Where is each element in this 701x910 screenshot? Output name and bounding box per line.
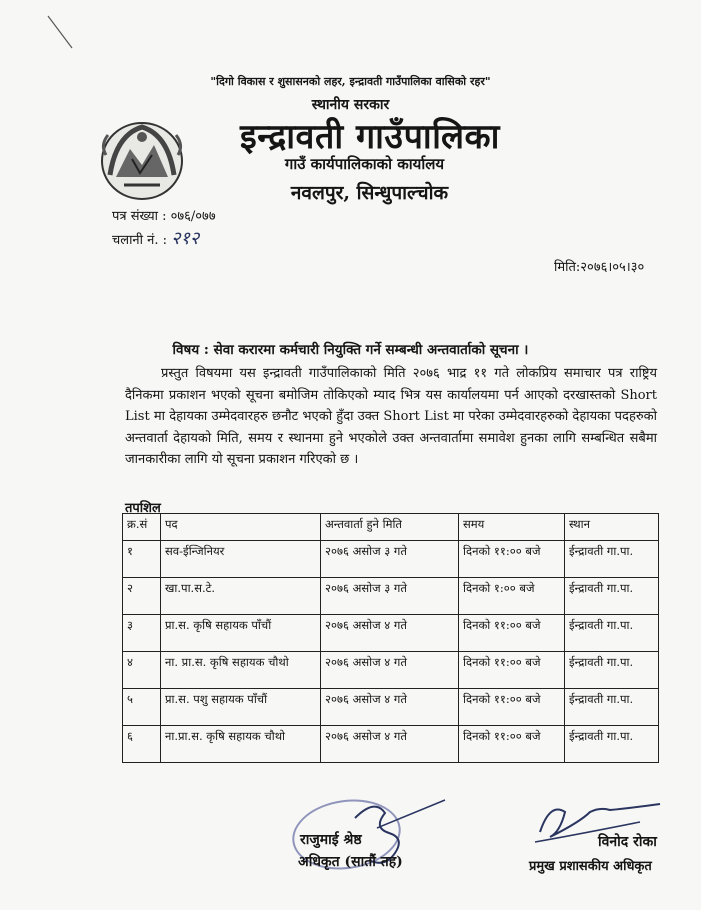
cell-sn: १	[123, 541, 161, 578]
slogan: "दिगो विकास र शुसासनको लहर, इन्द्रावती गाउँपालिका वासिको रहर"	[210, 75, 491, 88]
cell-time: दिनको १:०० बजे	[459, 578, 565, 615]
local-government-label: स्थानीय सरकार	[311, 97, 390, 113]
cell-place: ईन्द्रावती गा.पा.	[565, 689, 659, 726]
cell-time: दिनको ११:०० बजे	[459, 689, 565, 726]
cell-post: ना. प्रा.स. कृषि सहायक चौथो	[161, 652, 321, 689]
cell-date: २०७६ असोज ४ गते	[321, 726, 459, 763]
column-header-sn: क्र.सं	[123, 514, 161, 541]
cell-sn: ५	[123, 689, 161, 726]
cell-date: २०७६ असोज ३ गते	[321, 541, 459, 578]
table-row	[123, 541, 659, 578]
left-signer-title: अधिकृत (सातौं तह)	[298, 854, 403, 870]
right-signer-title: प्रमुख प्रशासकीय अधिकृत	[529, 859, 652, 874]
table-row	[123, 689, 659, 726]
chalani-line	[112, 226, 199, 250]
table-row	[123, 726, 659, 763]
column-header-time: समय	[459, 514, 565, 541]
cell-date: २०७६ असोज ३ गते	[321, 578, 459, 615]
office-name: गाउँ कार्यपालिकाको कार्यालय	[284, 155, 445, 173]
cell-place: ईन्द्रावती गा.पा.	[565, 578, 659, 615]
right-signer-name: विनोद रोका	[598, 834, 657, 850]
cell-sn: ३	[123, 615, 161, 652]
interview-schedule-table	[122, 513, 658, 763]
cell-date: २०७६ असोज ४ गते	[321, 652, 459, 689]
subject-line: विषय : सेवा करारमा कर्मचारी नियुक्ति गर्ने सम्बन्धी अन्तवार्ताको सूचना ।	[172, 342, 529, 358]
left-signer-name: राजुमाई श्रेष्ठ	[300, 832, 362, 848]
cell-post: सव-ईन्जिनियर	[161, 541, 321, 578]
chalani-number: २१२	[171, 228, 200, 249]
cell-post: प्रा.स. पशु सहायक पाँचौं	[161, 689, 321, 726]
pen-mark-icon	[46, 14, 76, 52]
cell-post: प्रा.स. कृषि सहायक पाँचौं	[161, 615, 321, 652]
column-header-date: अन्तवार्ता हुने मिति	[321, 514, 459, 541]
column-header-place: स्थान	[565, 514, 659, 541]
table-row	[123, 615, 659, 652]
cell-time: दिनको ११:०० बजे	[459, 652, 565, 689]
cell-post: खा.पा.स.टे.	[161, 578, 321, 615]
column-header-post: पद	[161, 514, 321, 541]
cell-sn: ४	[123, 652, 161, 689]
cell-place: ईन्द्रावती गा.पा.	[565, 726, 659, 763]
table-row	[123, 578, 659, 615]
cell-place: ईन्द्रावती गा.पा.	[565, 652, 659, 689]
cell-place: ईन्द्रावती गा.पा.	[565, 541, 659, 578]
cell-time: दिनको ११:०० बजे	[459, 615, 565, 652]
office-address: नवलपुर, सिन्धुपाल्चोक	[290, 182, 449, 204]
table-row	[123, 652, 659, 689]
cell-time: दिनको ११:०० बजे	[459, 541, 565, 578]
notice-body: प्रस्तुत विषयमा यस इन्द्रावती गाउँपालिकाको मिति २०७६ भाद्र ११ गते लोकप्रिय समाचार पत्र राष्ट्रिय दैनिकमा प्रकाशन भएको सूचना बमोजिम तोकिएको म्याद भित्र यस कार्यालयमा पर्न आएको दरखास्तको Short List मा देहायका उम्मेदवारहरु छनौट भएको हुँदा उक्त Short List मा परेका उम्मेदवारहरुको देहायका पदहरुको अन्तवार्ता देहायको मिति, समय र स्थानमा हुने भएकोले उक्त अन्तवार्तामा समावेश हुनका लागि सम्बन्धित सबैमा जानकारीका लागि यो सूचना प्रकाशन गरिएको छ ।	[125, 366, 657, 467]
cell-sn: ६	[123, 726, 161, 763]
cell-sn: २	[123, 578, 161, 615]
cell-place: ईन्द्रावती गा.पा.	[565, 615, 659, 652]
tapasil-heading: तपशिल	[125, 501, 161, 516]
table-header-row	[123, 514, 659, 541]
chalani-label: चलानी नं. :	[112, 233, 168, 248]
cell-post: ना.प्रा.स. कृषि सहायक चौथो	[161, 726, 321, 763]
patra-sankhya: पत्र संख्या : ०७६/०७७	[112, 209, 216, 224]
municipality-name: इन्द्रावती गाउँपालिका	[240, 117, 500, 157]
cell-time: दिनको ११:०० बजे	[459, 726, 565, 763]
document-date: मिति:२०७६।०५।३०	[554, 260, 645, 275]
cell-date: २०७६ असोज ४ गते	[321, 689, 459, 726]
cell-date: २०७६ असोज ४ गते	[321, 615, 459, 652]
